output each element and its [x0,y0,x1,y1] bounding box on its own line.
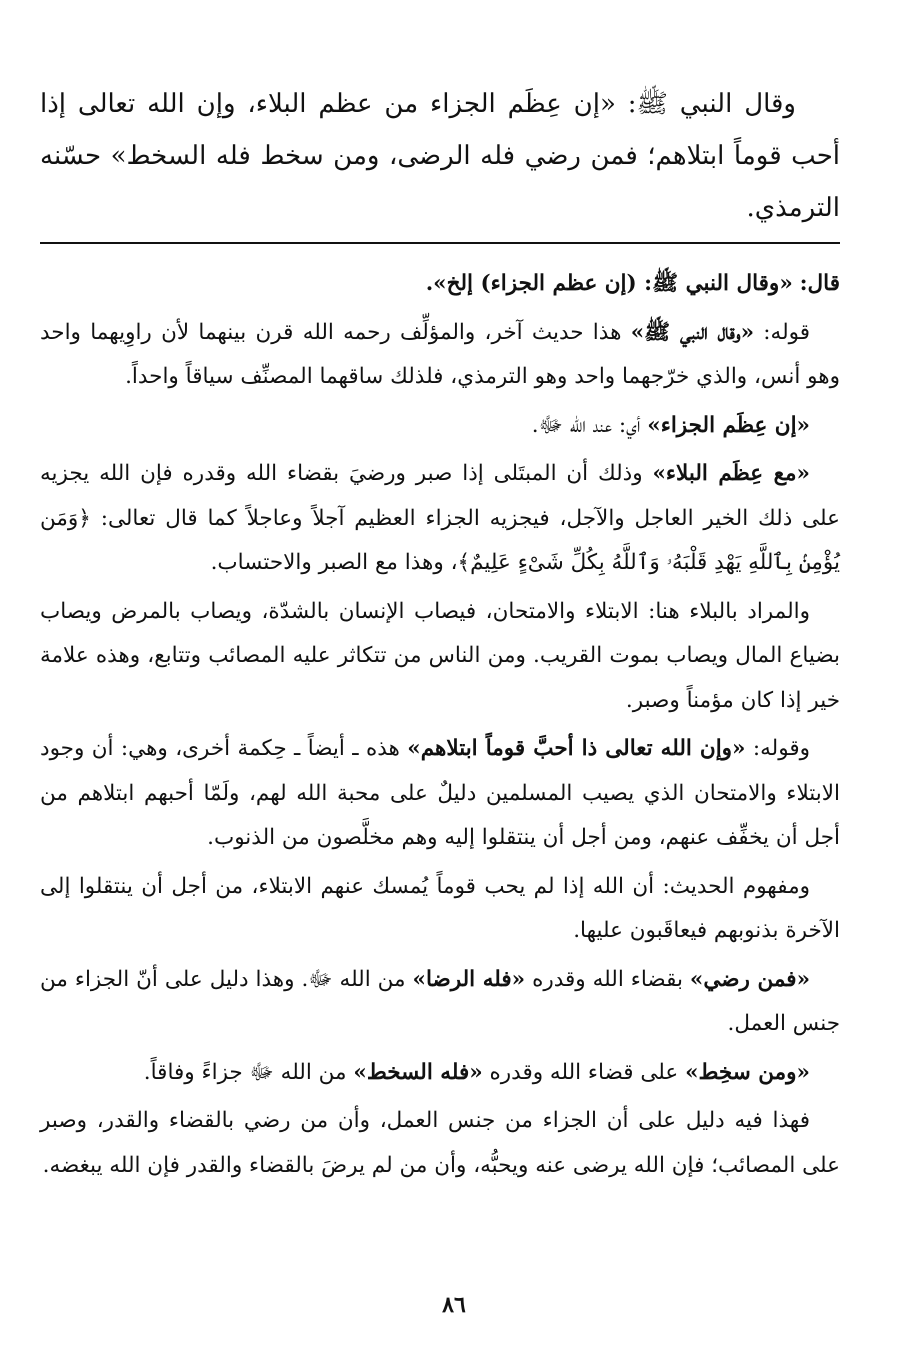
paragraph-lead: قوله: [754,319,811,345]
commentary-paragraph [40,404,840,449]
hadith-paragraph: وقال النبي ﷺ: «إن عِظَم الجزاء من عظم البلاء، وإن الله تعالى إذا أحب قوماً ابتلاهم؛ فمن رضي فله الرضى، ومن سخط فله السخط» حسّنه الترمذي. [40,89,840,223]
paragraph-lead: وقوله: [745,736,810,761]
page-body [40,78,840,1192]
quoted-phrase: «إن عِظَم الجزاء» [647,412,810,438]
commentary-paragraph [40,311,840,400]
quoted-phrase: «ومن سخِط» [685,1059,810,1085]
commentary-block [40,262,840,1188]
hadith-text-block [40,78,840,234]
quoted-phrase: «فله الرضا» [412,966,526,992]
quoted-phrase: «وإن الله تعالى ذا أحبَّ قوماً ابتلاهم» [407,736,746,761]
paragraph-text: على قضاء الله وقدره [482,1059,686,1085]
quoted-phrase: «وقال النبي ﷺ» [630,319,755,345]
paragraph-text: وذلك أن المبتَلى إذا صبر ورضيَ بقضاء الله وقدره فإن الله يجزيه على ذلك الخير العاجل والآجل، فيجزيه الجزاء العظيم آجلاً وعاجلاً كما قال تعالى: ﴿وَمَن يُؤْمِنۢ بِٱللَّهِ يَهْدِ قَلْبَهُۥ وَٱللَّهُ بِكُلِّ شَىْءٍ عَلِيمٌ﴾، وهذا مع الصبر والاحتساب. [40,461,840,575]
quoted-phrase: «فمن رضي» [689,966,811,992]
paragraph-text: بقضاء الله وقدره [525,966,690,992]
commentary-paragraph: ومفهوم الحديث: أن الله إذا لم يحب قوماً يُمسك عنهم الابتلاء، من أجل أن ينتقلوا إلى الآخرة بذنوبهم فيعاقَبون عليها. [40,873,840,943]
commentary-paragraph: فهذا فيه دليل على أن الجزاء من جنس العمل، وأن من رضي بالقضاء والقدر، وصبر على المصائب؛ فإن الله يرضى عنه ويحبُّه، وأن من لم يرضَ بالقضاء والقدر فإن الله يبغضه. [40,1108,840,1178]
paragraph-text: هذا حديث آخر، والمؤلِّف رحمه الله قرن بينهما لأن راوِيهما واحد وهو أنس، والذي خرّجهما واحد وهو الترمذي، فلذلك ساقهما المصنِّف سياقاً واحداً. [40,319,840,389]
heading-label: قال: [799,271,840,296]
quoted-phrase: «فله السخط» [353,1059,483,1085]
page-number: ٨٦ [442,1292,466,1318]
paragraph-text: من الله ﷻ جزاءً وفاقاً. [143,1059,354,1085]
separator-line [40,242,840,244]
paragraph-text: أي: عند الله ﷻ. [531,412,648,438]
commentary-heading [40,262,840,307]
paragraph-text: هذه ـ أيضاً ـ حِكمة أخرى، وهي: أن وجود الابتلاء والامتحان الذي يصيب المسلمين دليلٌ على محبة الله لهم، ولَمّا أحبهم ابتلاهم من أجل أن يخفِّف عنهم، ومن أجل أن ينتقلوا إليه وهم مخلَّصون من الذنوب. [40,736,840,850]
commentary-paragraph: والمراد بالبلاء هنا: الابتلاء والامتحان، فيصاب الإنسان بالشدّة، ويصاب بالمرض ويصاب بضياع المال ويصاب بموت القريب. ومن الناس من تتكاثر عليه المصائب وتتابع، وهذه علامة خير إذا كان مؤمناً وصبر. [40,598,840,713]
commentary-paragraph [40,727,840,861]
commentary-paragraph [40,452,840,586]
heading-quote: «وقال النبي ﷺ: (إن عظم الجزاء) إلخ». [425,271,793,296]
commentary-paragraph [40,958,840,1047]
commentary-paragraph [40,1051,840,1096]
paragraph-text: من الله ﷻ. وهذا دليل على أنّ الجزاء من جنس العمل. [40,966,840,1036]
quoted-phrase: «مع عِظَم البلاء» [652,461,810,486]
